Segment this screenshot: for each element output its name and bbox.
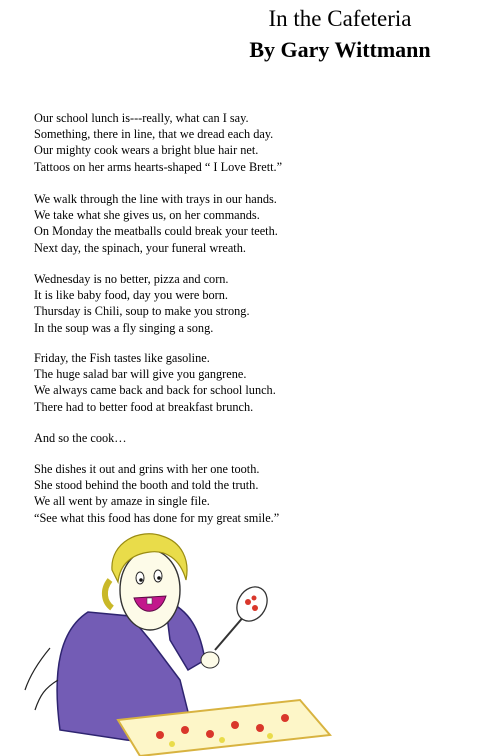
poem-line: We walk through the line with trays in our hands. xyxy=(34,192,277,206)
poem-line: We always came back and back for school lunch. xyxy=(34,383,276,398)
poem-line: On Monday the meatballs could break your teeth. xyxy=(34,224,278,239)
poem-line: Tattoos on her arms hearts-shaped “ I Love Brett.” xyxy=(34,159,283,174)
stanza-4 xyxy=(34,350,276,415)
poem-line: She stood behind the booth and told the truth. xyxy=(34,478,259,493)
poem-line: We take what she gives us, on her commands. xyxy=(34,208,260,223)
poem-line: “See what this food has done for my great smile.” xyxy=(34,510,280,525)
poem-byline: By Gary Wittmann xyxy=(249,37,431,62)
stanza-2 xyxy=(34,191,278,256)
poem-line: And so the cook… xyxy=(34,431,127,445)
cook-drawing xyxy=(0,520,340,756)
poem-line: Our school lunch is---really, what can I say. xyxy=(34,111,249,125)
poem-line: It is like baby food, day you were born. xyxy=(34,288,228,303)
poem-line: She dishes it out and grins with her one tooth. xyxy=(34,462,260,476)
poem-line: In the soup was a fly singing a song. xyxy=(34,320,214,335)
poem-line: Friday, the Fish tastes like gasoline. xyxy=(34,351,210,365)
poem-line: We all went by amaze in single file. xyxy=(34,494,210,509)
poem-title: In the Cafeteria xyxy=(268,6,412,31)
stanza-1 xyxy=(34,110,282,175)
poem-line: There had to better food at breakfast brunch. xyxy=(34,399,254,414)
poem-line: Thursday is Chili, soup to make you strong. xyxy=(34,304,250,319)
stanza-3 xyxy=(34,271,250,336)
cook-face xyxy=(120,550,180,630)
stanza-6 xyxy=(34,461,279,526)
spoon xyxy=(215,615,245,650)
poem-line: The huge salad bar will give you gangrene. xyxy=(34,367,247,382)
stanza-5 xyxy=(34,430,127,446)
poem-line: Wednesday is no better, pizza and corn. xyxy=(34,272,229,286)
poem-line: Next day, the spinach, your funeral wreath. xyxy=(34,240,246,255)
poem-line: Our mighty cook wears a bright blue hair net. xyxy=(34,143,259,158)
cook-hand xyxy=(201,652,219,668)
poem-line: Something, there in line, that we dread each day. xyxy=(34,127,274,142)
